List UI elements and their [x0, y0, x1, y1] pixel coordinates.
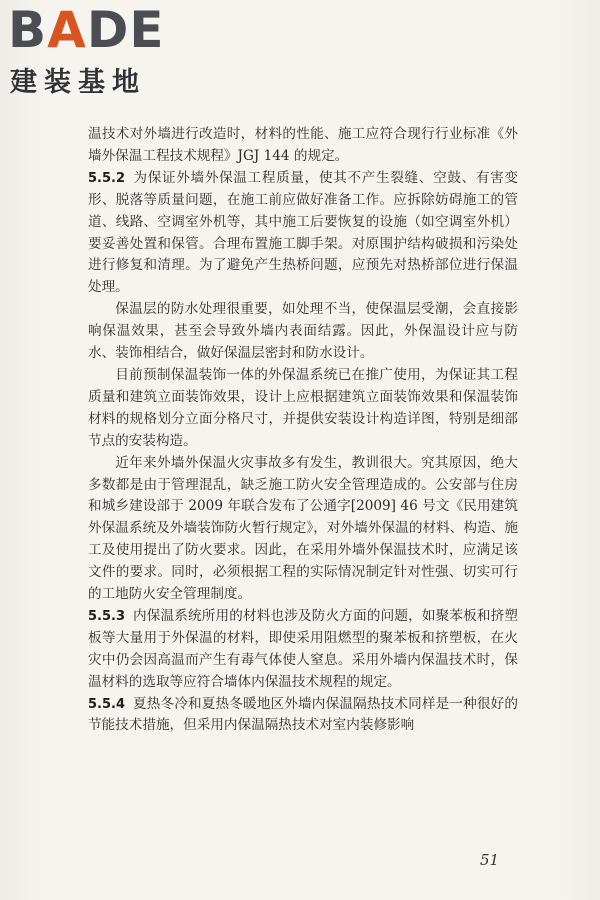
section-number: 5.5.3 — [88, 608, 126, 624]
paragraph-continued: 温技术对外墙进行改造时，材料的性能、施工应符合现行行业标准《外墙外保温工程技术规程》JGJ 144 的规定。 — [88, 126, 518, 164]
logo-letter-b: B — [8, 1, 48, 59]
logo-subtitle: 建装基地 — [10, 67, 146, 98]
section-text: 为保证外墙外保温工程质量，使其不产生裂缝、空鼓、有害变形、脱落等质量问题，在施工前应做好准备工作。应拆除妨碍施工的管道、线路、空调室外机等，其中施工后要恢复的设施（如空调室外机）要妥善处置和保管。合理布置施工脚手架。对原围护结构破损和污染处进行修复和清理。为了避免产生热桥问题，应预先对热桥部位进行保温处理。 — [88, 169, 518, 296]
section-5-5-4 — [88, 694, 518, 738]
body-text — [88, 124, 518, 737]
paragraph-waterproofing: 保温层的防水处理很重要，如处理不当，使保温层受潮，会直接影响保温效果，甚至会导致外墙内表面结露。因此，外保温设计应与防水、装饰相结合，做好保温层密封和防水设计。 — [88, 301, 518, 362]
page-number: 51 — [480, 851, 500, 869]
logo-wordmark — [8, 1, 165, 59]
section-5-5-3 — [88, 606, 518, 694]
paragraph-fire-safety: 近年来外墙外保温火灾事故多有发生，教训很大。究其原因，绝大多数都是由于管理混乱，缺乏施工防火安全管理造成的。公安部与住房和城乡建设部于 2009 年联合发布了公通字[2009] 46 号文《民用建筑外保温系统及外墙装饰防火暂行规定》，对外墙外保温的材料、构造、施工及使用提出了防火要求。因此，在采用外墙外保温技术时，应满足该文件的要求。同时，必须根据工程的实际情况制定针对性强、切实可行的工地防火安全管理制度。 — [88, 454, 518, 603]
section-text: 内保温系统所用的材料也涉及防火方面的问题，如聚苯板和挤塑板等大量用于外保温的材料，即使采用阻燃型的聚苯板和挤塑板，在火灾中仍会因高温而产生有毒气体使人窒息。采用外墙内保温技术时，保温材料的选取等应符合墙体内保温技术规程的规定。 — [88, 607, 518, 690]
bade-logo — [8, 1, 178, 98]
section-number: 5.5.4 — [88, 696, 126, 712]
logo-letters-de: DE — [86, 1, 165, 59]
paragraph-prefabricated: 目前预制保温装饰一体的外保温系统已在推广使用，为保证其工程质量和建筑立面装饰效果，设计上应根据建筑立面装饰效果和保温装饰材料的规格划分立面分格尺寸，并提供安装设计构造详图，特别是细部节点的安装构造。 — [88, 366, 518, 449]
section-text: 夏热冬冷和夏热冬暖地区外墙内保温隔热技术同样是一种很好的节能技术措施，但采用内保温隔热技术对室内装修影响 — [88, 695, 518, 734]
section-5-5-2 — [88, 168, 518, 299]
logo-letter-a-accent: A — [47, 1, 87, 59]
section-number: 5.5.2 — [88, 170, 126, 186]
